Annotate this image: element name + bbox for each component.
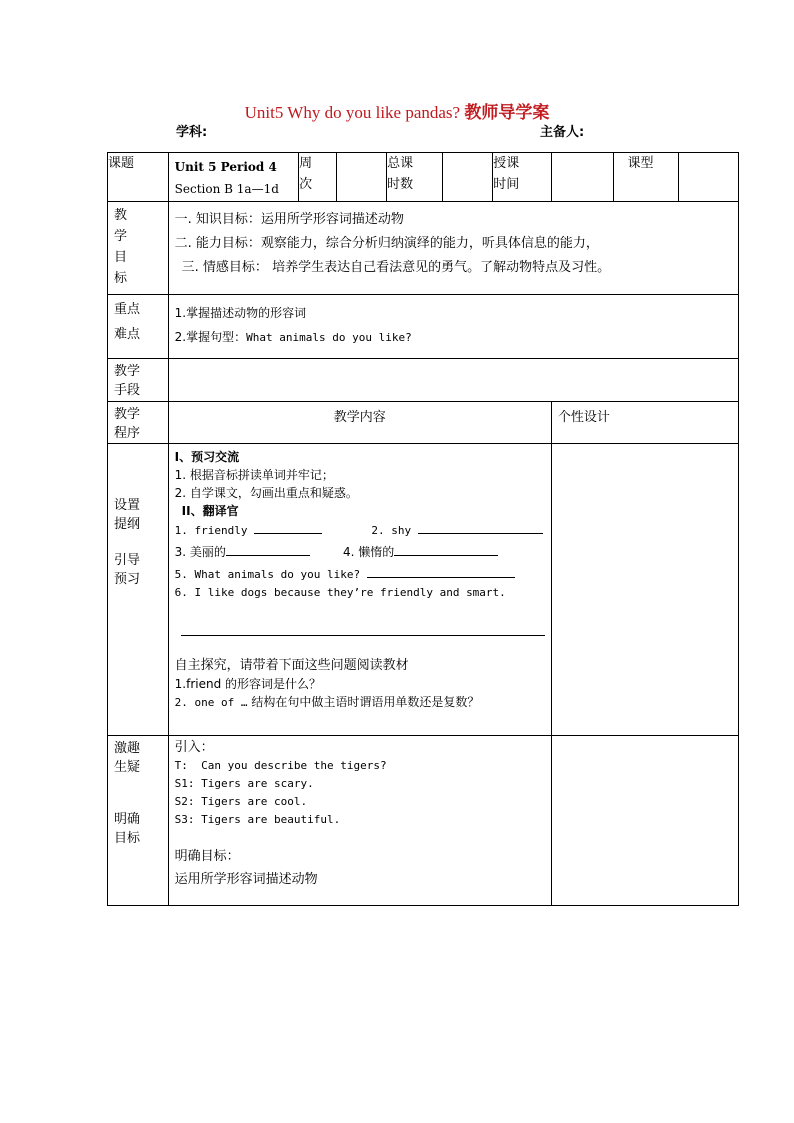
total-label — [387, 153, 443, 202]
date-label-1: 授课 — [493, 156, 520, 171]
preview-label-2: 提纲 — [114, 517, 141, 532]
total-value[interactable] — [442, 153, 493, 202]
q1-text: 1. friendly — [174, 524, 248, 537]
procedure-label-1: 教学 — [114, 407, 141, 422]
week-label — [299, 153, 336, 202]
key-item-2 — [175, 325, 738, 350]
goal-item: 一. 知识目标：运用所学形容词描述动物 — [174, 212, 404, 227]
unit-line: Unit 5 Period 4 — [174, 160, 277, 174]
sec1-item: 1. 根据音标拼读单词并牢记； — [174, 468, 334, 482]
goal-item: 三. 情感目标： 培养学生表达自己看法意见的勇气。了解动物特点及习性。 — [181, 260, 611, 275]
intro-design[interactable] — [551, 736, 738, 906]
date-label-2: 时间 — [493, 177, 520, 192]
goals-label-char: 目 — [114, 250, 128, 265]
sec2-title: II、翻译官 — [181, 504, 239, 518]
date-value[interactable] — [551, 153, 613, 202]
q5-blank[interactable] — [367, 565, 515, 578]
procedure-header-row — [108, 402, 739, 444]
title-en: Unit5 Why do you like pandas? — [244, 103, 461, 122]
key-label-2: 难点 — [114, 327, 141, 342]
dialog-line: T: Can you describe the tigers? — [174, 759, 387, 772]
preview-design[interactable] — [551, 444, 738, 736]
intro-label — [108, 736, 169, 906]
topic-value — [168, 153, 298, 202]
q4-blank[interactable] — [394, 543, 498, 556]
translate-row-1 — [175, 521, 551, 540]
content-header: 教学内容 — [168, 402, 551, 444]
subject-label: 学科: — [176, 125, 208, 140]
section-line: Section B 1a—1d — [174, 182, 279, 196]
week-value[interactable] — [336, 153, 387, 202]
q3-blank[interactable] — [226, 543, 310, 556]
explore-q2 — [175, 693, 551, 712]
explore-title: 自主探究，请带着下面这些问题阅读教材 — [174, 658, 409, 673]
q2-text: 2. shy — [371, 524, 412, 537]
key-item-2-prefix: 2.掌握句型： — [174, 330, 247, 344]
sec1-title: I、预习交流 — [174, 450, 240, 464]
total-label-2: 时数 — [387, 177, 414, 192]
topic-label: 课题 — [108, 153, 169, 202]
preview-label — [108, 444, 169, 736]
q3-text: 3. 美丽的 — [174, 545, 226, 559]
intro-row — [108, 736, 739, 906]
type-value[interactable] — [679, 153, 739, 202]
explore-q2-cn: 结构在句中做主语时谓语用单数还是复数？ — [247, 695, 480, 709]
dialog-line: S2: Tigers are cool. — [174, 795, 308, 808]
preview-content — [168, 444, 551, 736]
week-label-2: 次 — [299, 177, 313, 192]
key-item-1: 1.掌握描述动物的形容词 — [174, 306, 307, 320]
goals-row — [108, 202, 739, 295]
procedure-label — [108, 402, 169, 444]
total-label-1: 总课 — [387, 156, 414, 171]
goals-label-char: 标 — [114, 271, 128, 286]
goal-text: 运用所学形容词描述动物 — [174, 872, 318, 887]
intro-label-3: 明确 — [114, 812, 141, 827]
q5-text: 5. What animals do you like? — [174, 568, 361, 581]
q6-text: 6. I like dogs because they’re friendly and smart. — [174, 586, 506, 599]
sec1-item: 2. 自学课文，勾画出重点和疑惑。 — [174, 486, 358, 500]
means-label-1: 教学 — [114, 364, 141, 379]
week-label-1: 周 — [299, 156, 313, 171]
key-item-2-en: What animals do you like? — [246, 331, 412, 344]
translate-row-2 — [175, 543, 551, 562]
title-cn: 教师导学案 — [464, 103, 550, 123]
goals-content — [168, 202, 738, 295]
explore-q2-en: 2. one of … — [174, 696, 248, 709]
procedure-label-2: 程序 — [114, 426, 141, 441]
translate-row-3 — [175, 565, 551, 584]
goals-label-char: 学 — [114, 229, 128, 244]
intro-title: 引入： — [174, 740, 214, 755]
preview-row — [108, 444, 739, 736]
q4-text: 4. 懒惰的 — [342, 545, 395, 559]
page-title — [0, 98, 794, 123]
key-points-label — [108, 295, 169, 359]
type-label: 课型 — [613, 153, 679, 202]
intro-label-4: 目标 — [114, 831, 141, 846]
means-label-2: 手段 — [114, 383, 141, 398]
explore-q1: 1.friend 的形容词是什么？ — [174, 677, 322, 691]
preparer-label: 主备人: — [540, 125, 585, 140]
q2-blank[interactable] — [418, 521, 543, 534]
q1-blank[interactable] — [254, 521, 322, 534]
dialog-line: S3: Tigers are beautiful. — [174, 813, 341, 826]
preview-label-3: 引导 — [114, 553, 141, 568]
goals-label — [108, 202, 169, 295]
means-label — [108, 359, 169, 402]
preview-label-1: 设置 — [114, 498, 141, 513]
dialog-line: S1: Tigers are scary. — [174, 777, 314, 790]
goals-label-char: 教 — [114, 208, 128, 223]
key-points-content — [168, 295, 738, 359]
key-points-row — [108, 295, 739, 359]
goal-title: 明确目标： — [174, 849, 240, 864]
means-row — [108, 359, 739, 402]
lesson-plan-table — [107, 152, 739, 906]
intro-label-2: 生疑 — [114, 760, 141, 775]
goal-item: 二. 能力目标：观察能力，综合分析归纳演绎的能力，听具体信息的能力， — [174, 236, 599, 251]
preview-label-4: 预习 — [114, 572, 141, 587]
answer-line[interactable] — [181, 635, 545, 636]
intro-content — [168, 736, 551, 906]
date-label — [493, 153, 552, 202]
design-header: 个性设计 — [551, 402, 738, 444]
intro-label-1: 激趣 — [114, 741, 141, 756]
info-row — [108, 153, 739, 202]
key-label-1: 重点 — [114, 302, 141, 317]
means-content[interactable] — [168, 359, 738, 402]
